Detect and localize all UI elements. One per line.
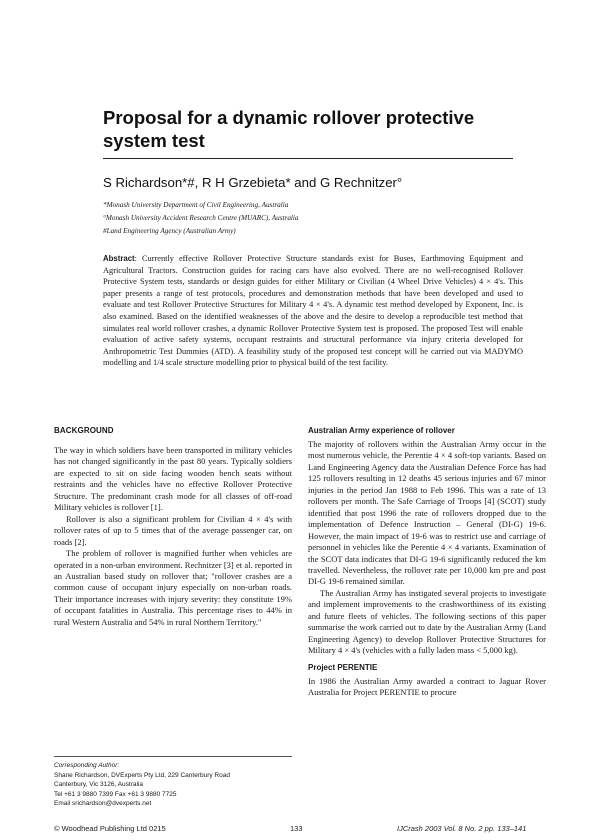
background-paragraph-2: Rollover is also a significant problem for Civilian 4 × 4's with rollover rates of up to 5 times that of the average passenger car, on roads [2]. [54, 513, 292, 547]
army-paragraph-1: The majority of rollovers within the Australian Army occur in the most numerous vehicle, the Perentie 4 × 4 soft-top variants. Based on Land Engineering Agency data the Australian Defence Force has had 125 rollovers resulting in 12 deaths 45 serious injuries and 67 minor injuries in the period Jan 1988 to Feb 1996. This was a rate of 13 rollovers per month. The Safe Carriage of Troops [4] (SCOT) study identified that post 1996 the rate of rollovers dropped due to the implementation of Defence Instruction – General (DI-G) 19-6. However, the main impact of 19-6 was to restrict use and carriage of personnel in vehicles like the Perentie 4 × 4 variants. Examination of the SCOT data indicates that DI-G 19-6 significantly reduced the km travelled. Nevertheless, the rollover rate per 10,000 km pre and post DI-G 19-6 remained similar. [308, 439, 546, 587]
abstract-text: : Currently effective Rollover Protective Structure standards exist for Buses, Earthmoving Equipment and Agricultural Tractors. Construction guides for racing cars have also evolved. There are no well-recognised Rollover Protective System tests, standards or design guides for either Military or Civilian (4 Wheel Drive Vehicles) 4 × 4's. This paper presents a range of test protocols, procedures and demonstration methods that have been developed and used to evaluate and test Rollover Protective Structures for Military 4 × 4's. A dynamic test method developed by Exponent, Inc. is also examined. Based on the identified weaknesses of the above and the desire to develop a reproducible test method that simulates real world rollover crashes, a dynamic Rollover Protective System test is proposed. The proposed Test will enable evaluation of active safety systems, occupant restraints and structural performance via injury criteria developed for Anthropometric Test Dummies (ATD). A feasibility study of the proposed test concept will be carried out via MADYMO modelling and 1/4 scale structure modelling prior to physical build of the test facility. [103, 254, 523, 368]
background-paragraph-1: The way in which soldiers have been transported in military vehicles has not changed significantly in the past 80 years. Typically soldiers are expected to sit on side facing wooden bench seats without restraints and the vehicles have no effective Rollover Protective Structure. The predominant crash mode for all classes of off-road Military vehicles is rollover [1]. [54, 445, 292, 513]
corresponding-author-line-3: Tel +61 3 9880 7399 Fax +61 3 9880 7725 [54, 790, 177, 798]
affiliation-3: #Land Engineering Agency (Australian Army) [103, 227, 236, 235]
perentie-paragraph-1: In 1986 the Australian Army awarded a contract to Jaguar Rover Australia for Project PERENTIE to procure [308, 675, 546, 698]
left-column [54, 425, 292, 628]
army-experience-heading: Australian Army experience of rollover [308, 426, 455, 435]
background-heading: BACKGROUND [54, 426, 114, 435]
footer-page-number: 133 [290, 824, 303, 833]
corresponding-author-line-2: Canterbury, Vic 3126, Australia [54, 781, 144, 789]
title-rule [103, 158, 513, 159]
affiliation-2: °Monash University Accident Research Centre (MUARC), Australia [103, 214, 299, 222]
corresponding-author-line-1: Shane Richardson, DVExperts Pty Ltd, 229 Canterbury Road [54, 771, 230, 779]
paper-title: Proposal for a dynamic rollover protective system test [103, 107, 475, 151]
right-column [308, 425, 546, 699]
army-paragraph-2: The Australian Army has instigated several projects to investigate and implement improvements to the crashworthiness of its existing and future fleets of vehicles. The following sections of this paper summarise the work carried out to date by the Australian Army (Land Engineering Agency) to develop Rollover Protective Structures for Military 4 × 4's (vehicles with a fully laden mass < 5,000 kg). [308, 587, 546, 656]
corresponding-author-label: Corresponding Author: [54, 762, 120, 769]
perentie-heading: Project PERENTIE [308, 662, 378, 672]
background-paragraph-3: The problem of rollover is magnified further when vehicles are operated in a non-urban environment. Rechnitzer [3] et al. reported in an Australian based study on rollover that; "rollover crashes are a common cause of occupant injury especially on non-urban roads. Their importance increases with injury severity: they constitute 19% of occupant fatalities in Australia. This percentage rises to 44% in rural Western Australia and 54% in rural Northern Territory." [54, 548, 292, 627]
corresponding-author-email: Email srichardson@dvexperts.net [54, 800, 152, 808]
footer-journal: IJCrash 2003 Vol. 8 No. 2 pp. 133–141 [397, 824, 527, 833]
footer-publisher: © Woodhead Publishing Ltd 0215 [54, 824, 166, 833]
abstract [103, 253, 523, 369]
affiliation-1: *Monash University Department of Civil Engineering, Australia [103, 201, 289, 209]
abstract-label: Abstract [103, 254, 135, 263]
affiliations [103, 199, 523, 238]
corresponding-author [54, 756, 292, 809]
author-list: S Richardson*#, R H Grzebieta* and G Rechnitzer° [103, 175, 403, 190]
